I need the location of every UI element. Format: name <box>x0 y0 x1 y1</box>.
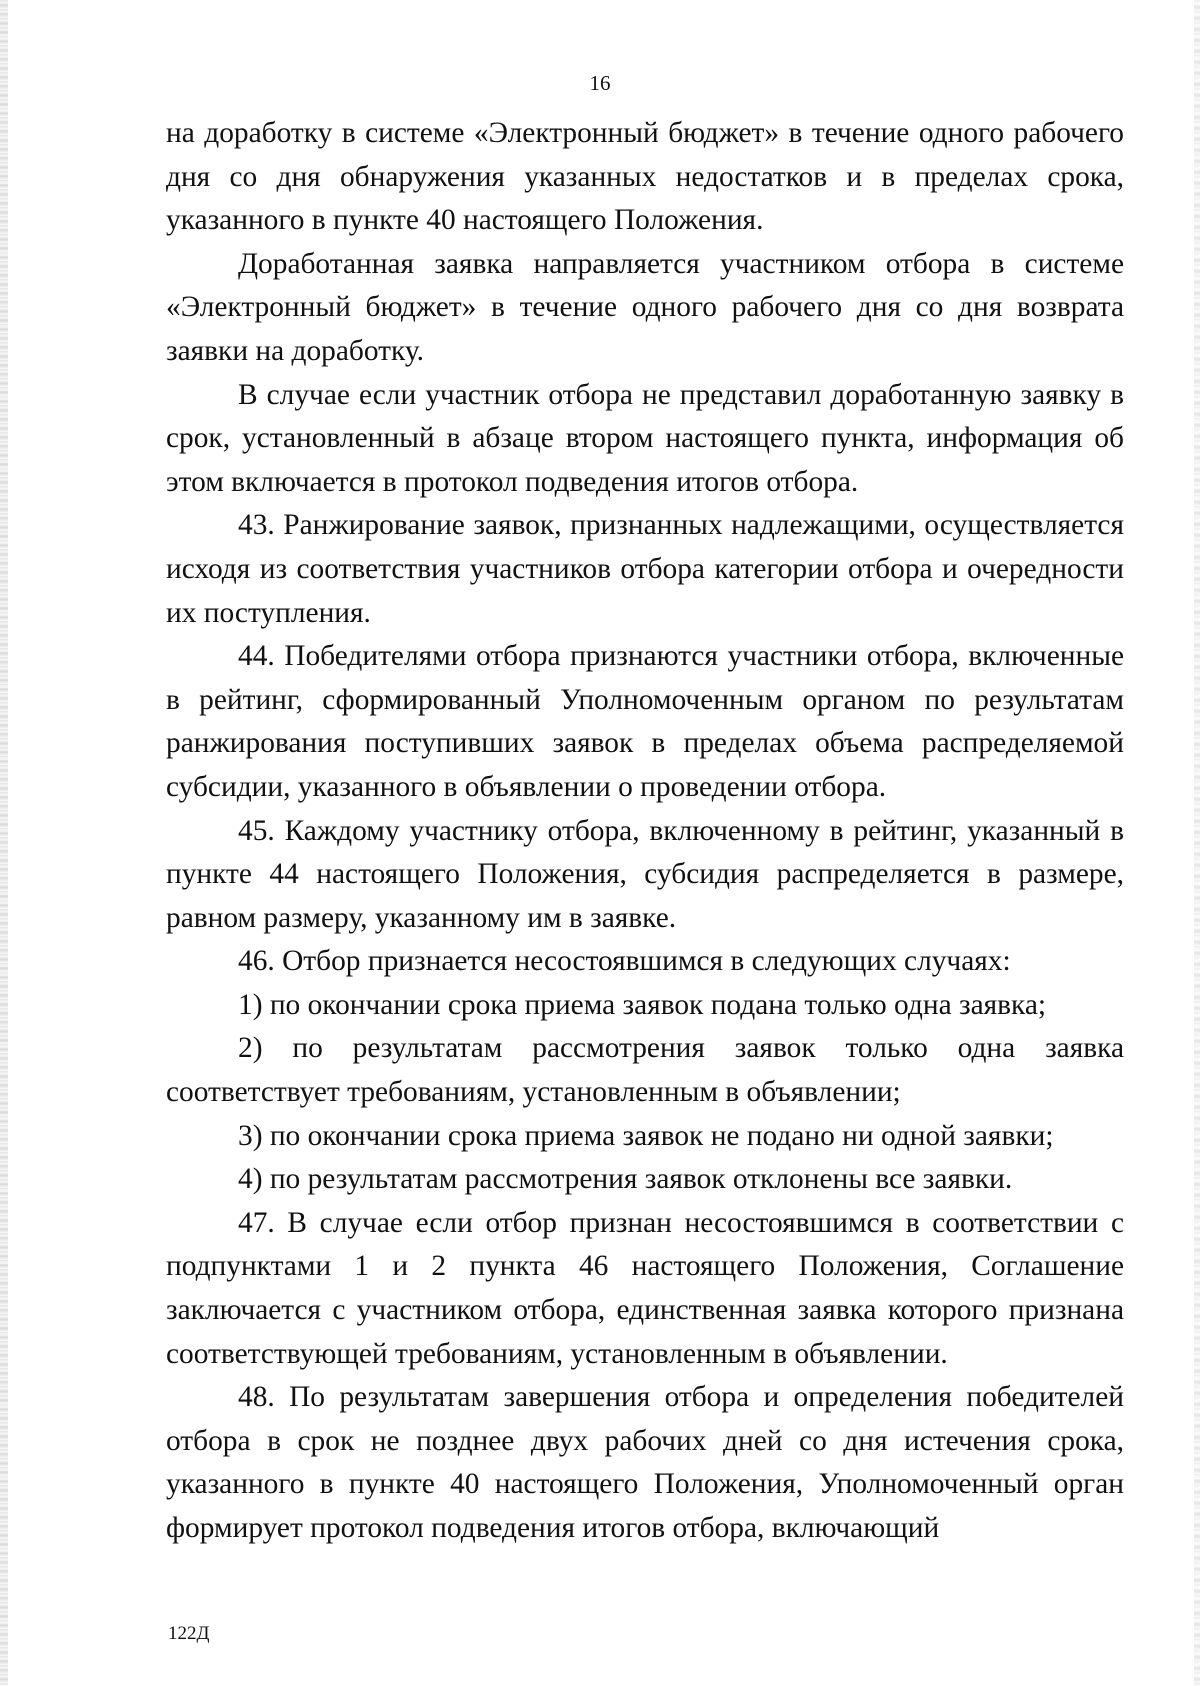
paragraph-item-46: 46. Отбор признается несостоявшимся в следующих случаях: <box>238 945 1011 978</box>
paragraph-item-48: 48. По результатам завершения отбора и определения победителей отбора в срок не позднее двух рабочих дней со дня истечения срока, указанного в пункте 40 настоящего Положения, Уполномоченный орган формирует протокол подведения итогов отбора, включающий <box>166 1381 1124 1544</box>
paragraph-item-45: 45. Каждому участнику отбора, включенному в рейтинг, указанный в пункте 44 настоящего Положения, субсидия распределяется в размере, равном размеру, указанному им в заявке. <box>166 814 1124 934</box>
document-body <box>166 112 1124 1551</box>
paragraph-subitem-3: 3) по окончании срока приема заявок не подано ни одной заявки; <box>238 1119 1054 1152</box>
paragraph-item-43: 43. Ранжирование заявок, признанных надлежащими, осуществляется исходя из соответствия участников отбора категории отбора и очередности их поступления. <box>166 509 1124 629</box>
paragraph-not-submitted: В случае если участник отбора не представил доработанную заявку в срок, установленный в абзаце втором настоящего пункта, информация об этом включается в протокол подведения итогов отбора. <box>166 378 1124 498</box>
paragraph-revised-application: Доработанная заявка направляется участником отбора в системе «Электронный бюджет» в течение одного рабочего дня со дня возврата заявки на доработку. <box>166 247 1124 367</box>
paragraph-subitem-4: 4) по результатам рассмотрения заявок отклонены все заявки. <box>238 1163 1013 1196</box>
paragraph-item-44: 44. Победителями отбора признаются участники отбора, включенные в рейтинг, сформированный Уполномоченным органом по результатам ранжирования поступивших заявок в пределах объема распределяемой субсидии, указанного в объявлении о проведении отбора. <box>166 640 1124 803</box>
scan-edge-left <box>0 0 8 1686</box>
footer-code: 122Д <box>168 1623 210 1644</box>
page-number: 16 <box>589 71 611 95</box>
scan-edge-right <box>1194 0 1200 1686</box>
paragraph-continuation: на доработку в системе «Электронный бюджет» в течение одного рабочего дня со дня обнаружения указанных недостатков и в пределах срока, указанного в пункте 40 настоящего Положения. <box>166 117 1124 237</box>
paragraph-item-47: 47. В случае если отбор признан несостоявшимся в соответствии с подпунктами 1 и 2 пункта 46 настоящего Положения, Соглашение заключается с участником отбора, единственная заявка которого признана соответствующей требованиям, установленным в объявлении. <box>166 1206 1124 1370</box>
paragraph-subitem-2: 2) по результатам рассмотрения заявок только одна заявка соответствует требованиям, установленным в объявлении; <box>166 1032 1124 1109</box>
paragraph-subitem-1: 1) по окончании срока приема заявок подана только одна заявка; <box>238 988 1047 1021</box>
